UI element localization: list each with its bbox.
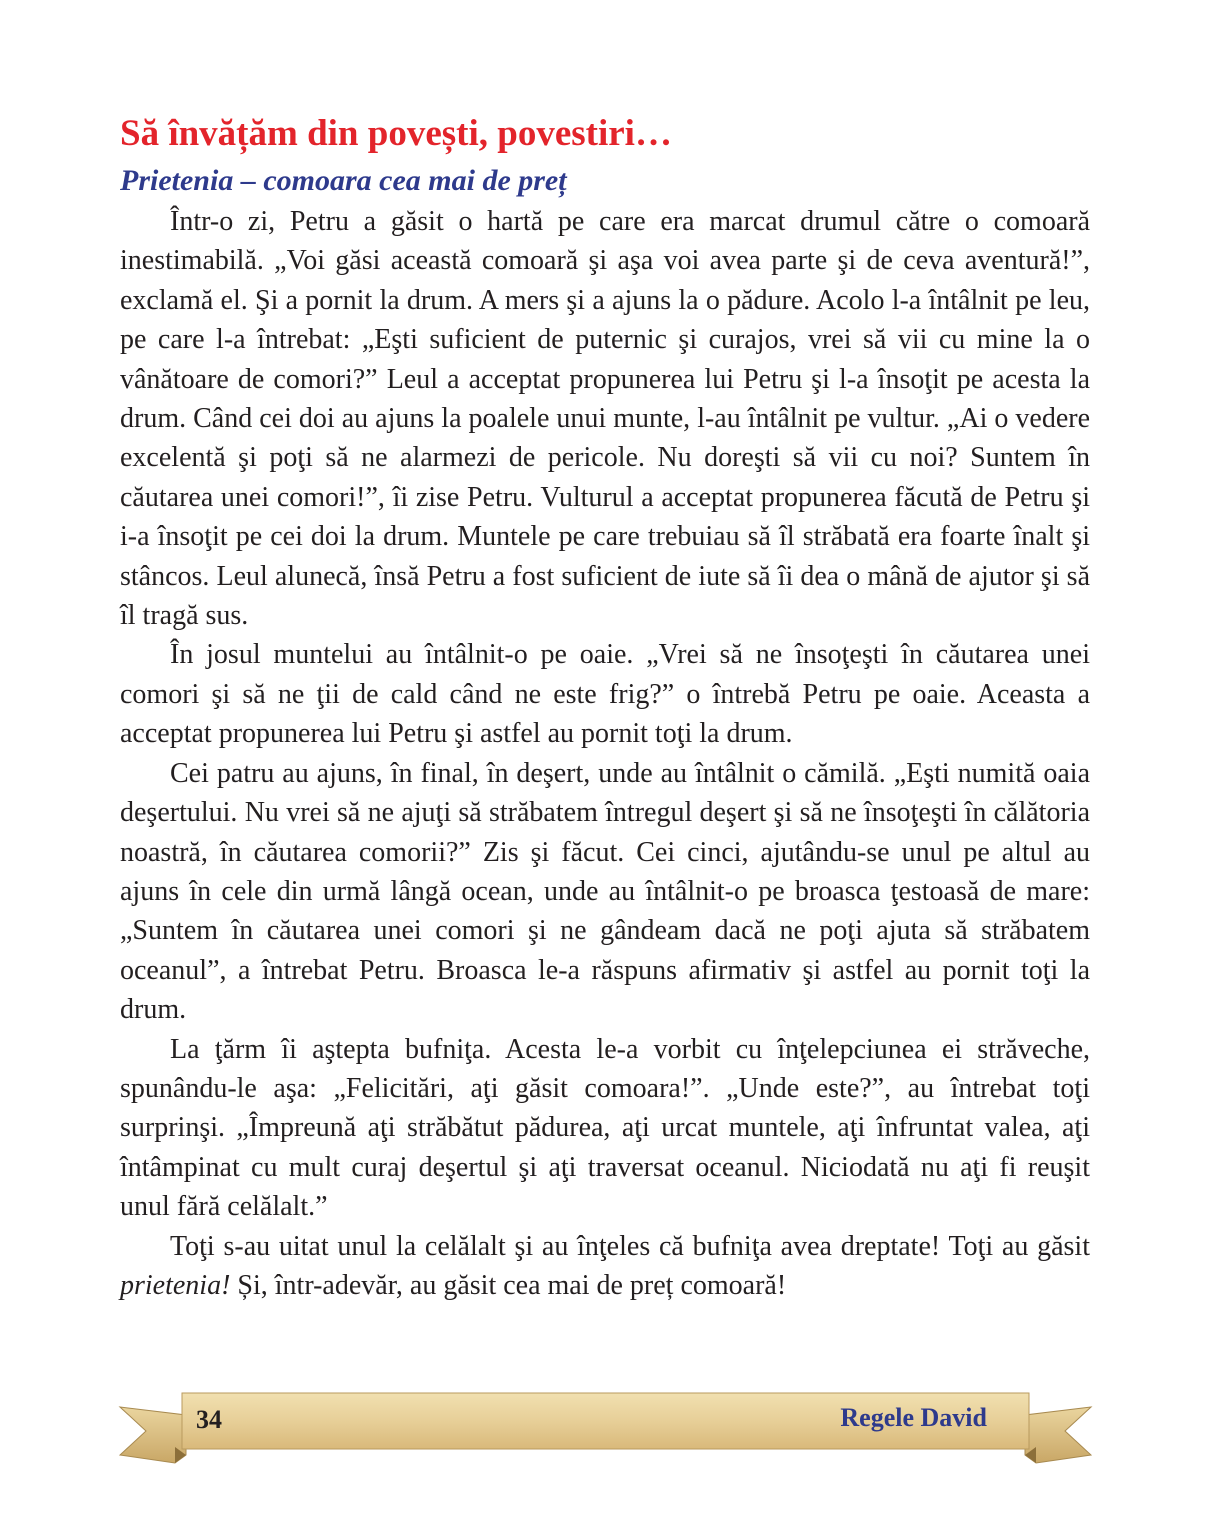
story-paragraph-final — [120, 1227, 1090, 1306]
story-paragraph: La ţărm îi aştepta bufniţa. Acesta le-a vorbit cu înţelepciunea ei străveche, spunându-le aşa: „Felicitări, aţi găsit comoara!”. „Unde este?”, au întrebat toţi surprinşi. „Împreună aţi străbătut pădurea, aţi urcat muntele, aţi înfruntat valea, aţi întâmpinat cu mult curaj deşertul şi aţi traversat oceanul. Niciodată nu aţi fi reuşit unul fără celălalt.” — [120, 1033, 1090, 1223]
book-title: Regele David — [840, 1403, 987, 1432]
final-text-emphasis: prietenia! — [120, 1269, 231, 1301]
page-content — [120, 108, 1090, 1305]
story-paragraph: Cei patru au ajuns, în final, în deşert, unde au întâlnit o cămilă. „Eşti numită oaia deşertului. Nu vrei să ne ajuţi să străbatem întregul deşert şi să ne însoţeşti în călătoria noastră, în căutarea comorii?” Zis şi făcut. Cei cinci, ajutându-se unul pe altul au ajuns în cele din urmă lângă ocean, unde au întâlnit-o pe broasca ţestoasă de mare: „Suntem în căutarea unei comori şi ne gândeam dacă ne poţi ajuta să străbatem oceanul”, a întrebat Petru. Broasca le-a răspuns afirmativ şi astfel au pornit toţi la drum. — [120, 757, 1090, 1026]
footer-ribbon — [0, 1385, 1211, 1475]
story-paragraph: Într-o zi, Petru a găsit o hartă pe care era marcat drumul către o comoară inestimabilă. „Voi găsi această comoară şi aşa voi avea parte şi de ceva aventură!”, exclamă el. Şi a pornit la drum. A mers şi a ajuns la o pădure. Acolo l-a întâlnit pe leu, pe care l-a întrebat: „Eşti suficient de puternic şi curajos, vrei să vii cu mine la o vânătoare de comori?” Leul a acceptat propunerea lui Petru şi l-a însoţit pe acesta la drum. Când cei doi au ajuns la poalele unui munte, l-au întâlnit pe vultur. „Ai o vedere excelentă şi poţi să ne alarmezi de pericole. Nu doreşti să vii cu noi? Suntem în căutarea unei comori!”, îi zise Petru. Vulturul a acceptat propunerea făcută de Petru şi i-a însoţit pe cei doi la drum. Muntele pe care trebuiau să îl străbată era foarte înalt şi stâncos. Leul alunecă, însă Petru a fost suficient de iute să îi dea o mână de ajutor şi să îl tragă sus. — [120, 206, 1090, 632]
page-number: 34 — [196, 1405, 222, 1434]
ribbon-graphic — [0, 1385, 1211, 1475]
story-title: Prietenia – comoara cea mai de preț — [120, 164, 567, 197]
final-text-end: Și, într-adevăr, au găsit cea mai de preț comoară! — [230, 1269, 787, 1301]
story-paragraph: În josul muntelui au întâlnit-o pe oaie. „Vrei să ne însoţeşti în căutarea unei comori şi să ne ţii de cald când ne este frig?” o întrebă Petru pe oaie. Aceasta a acceptat propunerea lui Petru şi astfel au pornit toţi la drum. — [120, 639, 1090, 750]
final-text-start: Toţi s-au uitat unul la celălalt şi au înţeles că bufniţa avea dreptate! Toţi au găsit — [170, 1230, 1090, 1262]
section-title: Să învățăm din povești, povestiri… — [120, 113, 672, 154]
